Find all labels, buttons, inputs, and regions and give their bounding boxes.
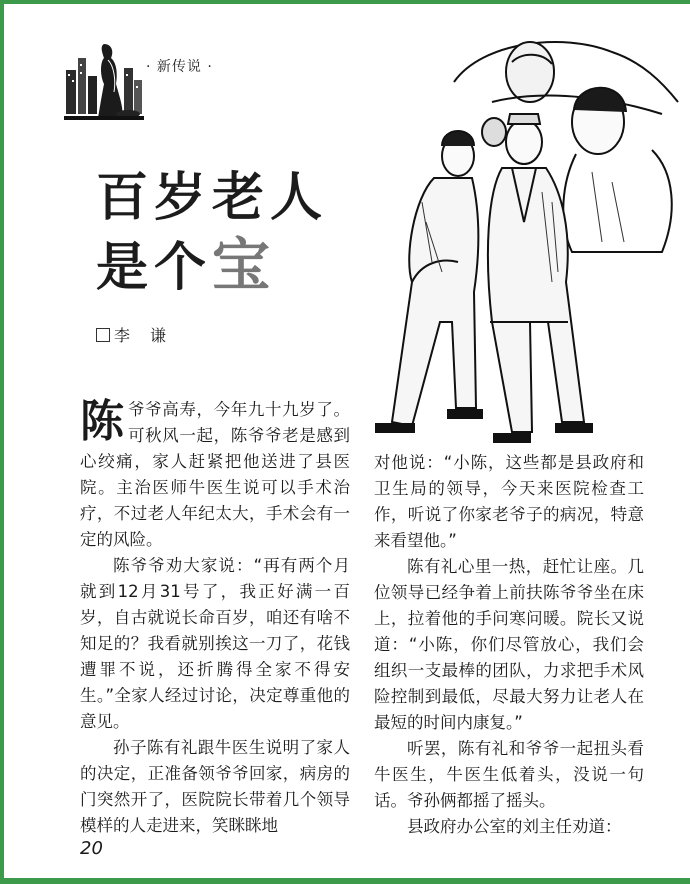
column-label: · 新传说 · [146, 59, 213, 75]
article-paragraph: 听罢，陈有礼和爷爷一起扭头看牛医生，牛医生低着头，没说一句话。爷孙俩都摇了摇头。 [374, 739, 644, 810]
article-left-column [80, 397, 350, 839]
dropcap-character: 陈 [80, 396, 124, 447]
page-frame-top [0, 0, 690, 4]
title-prefix: 是个 [96, 237, 213, 298]
hospital-scene-illustration [362, 22, 680, 452]
page-frame-bottom [0, 878, 690, 884]
page-number: 20 [80, 838, 103, 859]
paragraph-text: 爷爷高寿，今年九十九岁了。可秋风一起，陈爷爷老是感到心绞痛，家人赶紧把他送进了县医院。主治医师牛医生说可以手术治疗，不过老人年纪太大，手术会有一定的风险。 [80, 400, 350, 549]
author-byline [96, 323, 168, 346]
byline-box-icon [96, 328, 110, 342]
article-paragraph [80, 397, 350, 553]
article-title-line-1: 百岁老人 [96, 167, 329, 228]
author-name: 李 谦 [114, 326, 169, 345]
article-title-line-2 [96, 231, 277, 299]
article-paragraph: 陈爷爷劝大家说：“再有两个月就到12月31号了，我正好满一百岁，自古就说长命百岁，咱还有啥不知足的？我看就别挨这一刀了，花钱遭罪不说，还折腾得全家不得安生。”全家人经过讨论，决定尊重他的意见。 [80, 556, 350, 731]
article-right-column [374, 450, 644, 840]
title-accent-character: 宝 [212, 231, 277, 299]
article-paragraph: 陈有礼心里一热，赶忙让座。几位领导已经争着上前扶陈爷爷坐在床上，拉着他的手问寒问暖。院长又说道：“小陈，你们尽管放心，我们会组织一支最棒的团队，力求把手术风险控制到最低，尽最大努力让老人在最短的时间内康复。” [374, 557, 644, 732]
article-paragraph: 县政府办公室的刘主任劝道： [407, 817, 622, 836]
article-paragraph: 孙子陈有礼跟牛医生说明了家人的决定，正准备领爷爷回家，病房的门突然开了，医院院长带着几个领导模样的人走进来，笑眯眯地 [80, 738, 350, 835]
article-paragraph: 对他说：“小陈，这些都是县政府和卫生局的领导，今天来医院检查工作，听说了你家老爷子的病况，特意来看望他。” [374, 453, 644, 550]
column-logo-illustration [64, 40, 144, 122]
page-frame-left [0, 0, 4, 884]
